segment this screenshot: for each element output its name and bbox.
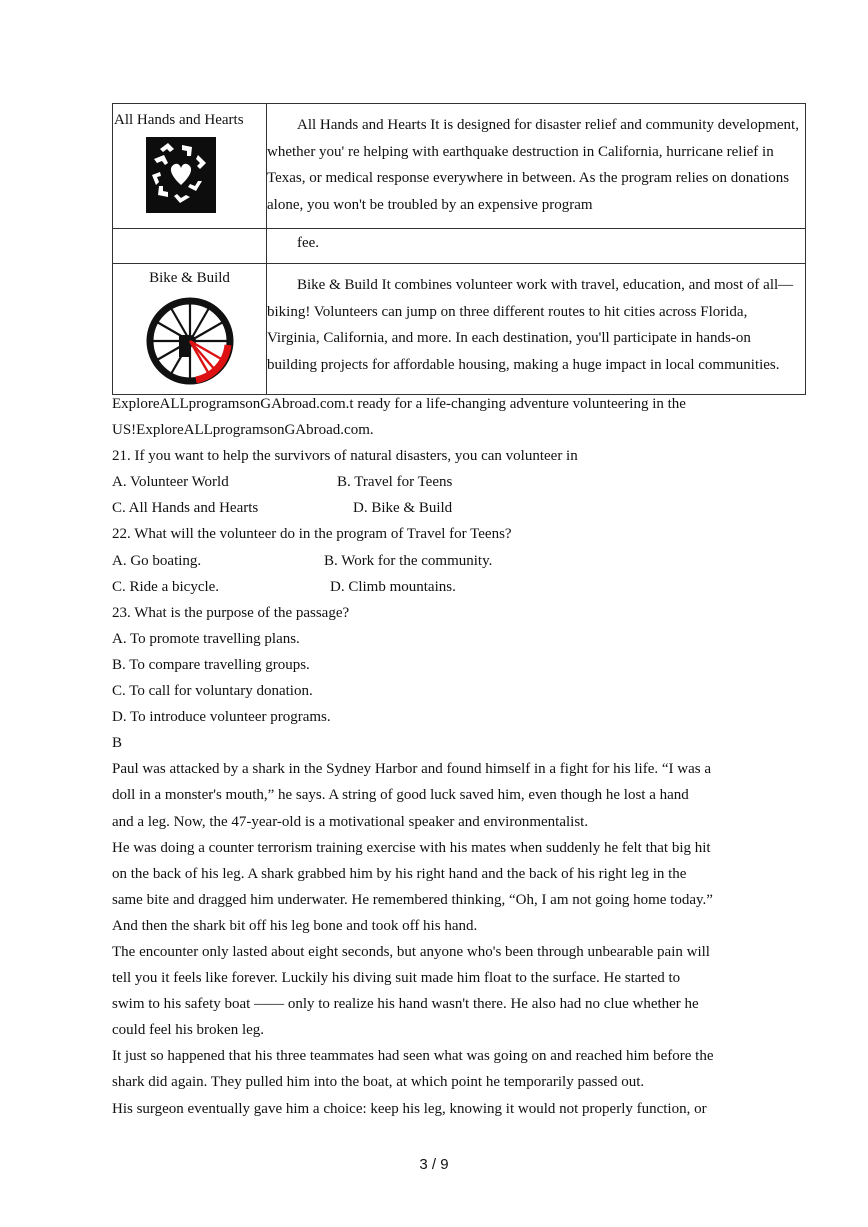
passage-line: He was doing a counter terrorism training exercise with his mates when suddenly he felt that big hit: [112, 839, 711, 856]
option-d: D. To introduce volunteer programs.: [112, 709, 331, 726]
program-name: All Hands and Hearts: [114, 112, 244, 128]
program-continuation-row: [113, 229, 806, 264]
question-stem: 23. What is the purpose of the passage?: [112, 604, 350, 621]
program-description-cell: [267, 104, 806, 229]
passage-line: same bite and dragged him underwater. He remembered thinking, “Oh, I am not going home today.”: [112, 891, 713, 908]
option-c: C. All Hands and Hearts: [112, 500, 259, 517]
option-row: [112, 469, 772, 495]
passage-line: shark did again. They pulled him into the boat, at which point he temporarily passed out.: [112, 1074, 645, 1091]
hands-heart-icon: [146, 137, 216, 213]
programs-table: [112, 103, 806, 395]
bike-wheel-icon: [144, 295, 236, 387]
program-description-continuation: fee.: [297, 235, 320, 251]
program-description: Bike & Build It combines volunteer work with travel, education, and most of all— biking! Volunteers can jump on three different routes to hit cities across Florida, Virginia, California, and more. In each destination, you'll participate in hands-on building projects for affordable housing, making a huge impact in local communities.: [267, 277, 794, 373]
option-row: [112, 495, 772, 521]
passage-line: And then the shark bit off his leg bone and took off his hand.: [112, 917, 478, 934]
question-stem: 21. If you want to help the survivors of natural disasters, you can volunteer in: [112, 448, 578, 465]
program-row: [113, 264, 806, 395]
intro-line: US!ExploreALLprogramsonGAbroad.com.: [112, 422, 374, 439]
program-description: All Hands and Hearts It is designed for disaster relief and community development, whether you' re helping with earthquake destruction in California, hurricane relief in Texas, or medical response everywhere in between. As the program relies on donations alone, you won't be troubled by an expensive program: [267, 117, 799, 213]
program-name-cell: [113, 104, 267, 229]
program-name: Bike & Build: [149, 270, 230, 286]
section-label: B: [112, 735, 123, 752]
passage-line: on the back of his leg. A shark grabbed him by his right hand and the back of his right leg in the: [112, 865, 687, 882]
passage-line: could feel his broken leg.: [112, 1022, 265, 1039]
option-a: A. Go boating.: [112, 552, 202, 569]
intro-line: ExploreALLprogramsonGAbroad.com.t ready for a life-changing adventure volunteering in the: [112, 396, 686, 412]
option-d: D. Bike & Build: [353, 500, 453, 517]
passage-line: and a leg. Now, the 47-year-old is a motivational speaker and environmentalist.: [112, 813, 589, 830]
passage-line: Paul was attacked by a shark in the Sydney Harbor and found himself in a fight for his life. “I was a: [112, 761, 712, 778]
passage-line: swim to his safety boat —— only to realize his hand wasn't there. He also had no clue whether he: [112, 996, 699, 1013]
option-c: C. Ride a bicycle.: [112, 578, 220, 595]
option-b: B. To compare travelling groups.: [112, 656, 310, 673]
passage-line: doll in a monster's mouth,” he says. A string of good luck saved him, even though he lost a hand: [112, 787, 689, 804]
option-a: A. To promote travelling plans.: [112, 630, 300, 647]
option-d: D. Climb mountains.: [330, 578, 456, 595]
option-row: [112, 574, 772, 600]
program-description-cell: [267, 264, 806, 395]
passage-line: tell you it feels like forever. Luckily his diving suit made him float to the surface. He started to: [112, 970, 681, 987]
option-b: B. Travel for Teens: [337, 474, 453, 491]
passage-line: The encounter only lasted about eight seconds, but anyone who's been through unbearable pain will: [112, 943, 710, 960]
passage-line: It just so happened that his three teammates had seen what was going on and reached him before the: [112, 1048, 714, 1065]
program-row: [113, 104, 806, 229]
page-number: 3 / 9: [419, 1156, 449, 1173]
option-c: C. To call for voluntary donation.: [112, 683, 313, 700]
option-b: B. Work for the community.: [324, 552, 493, 569]
program-name-cell: [113, 264, 267, 395]
option-row: [112, 548, 772, 574]
question-stem: 22. What will the volunteer do in the program of Travel for Teens?: [112, 526, 512, 543]
option-a: A. Volunteer World: [112, 474, 229, 491]
passage-line: His surgeon eventually gave him a choice: keep his leg, knowing it would not properly function, or: [112, 1100, 707, 1117]
main-content: [112, 391, 772, 1122]
